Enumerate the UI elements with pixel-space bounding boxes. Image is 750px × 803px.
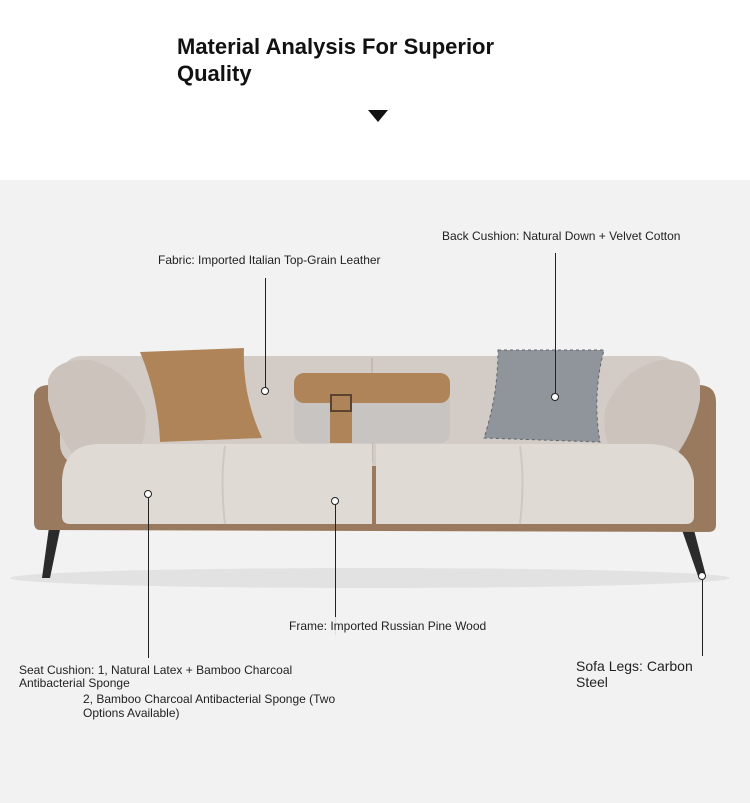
seat-cushion-option2-line1: 2, Bamboo Charcoal Antibacterial Sponge (Two (83, 692, 336, 706)
legs-leader-line (702, 580, 703, 656)
frame-marker-dot (331, 497, 339, 505)
sofa-legs-label-line2: Steel (576, 674, 608, 690)
header-section (0, 0, 750, 180)
seat-cushion-label-line2: Antibacterial Sponge (19, 676, 130, 690)
sofa-leg-right (682, 530, 706, 576)
sofa-legs-label-line1: Sofa Legs: Carbon (576, 658, 693, 674)
page-title: Material Analysis For Superior Quality (177, 34, 495, 86)
fabric-leader-line (265, 278, 266, 388)
seat-cushion-right (376, 444, 694, 524)
back-cushion-marker-dot (551, 393, 559, 401)
fabric-marker-dot (261, 387, 269, 395)
seat-cushion-option2-line2: Options Available) (83, 706, 180, 720)
seat-cushion-label-line1: Seat Cushion: 1, Natural Latex + Bamboo Charcoal (19, 663, 293, 677)
back-cushion-leader-line (555, 253, 556, 393)
floor-shadow (10, 568, 730, 588)
down-arrow-icon (368, 110, 388, 122)
seat-cushion-left (62, 444, 372, 524)
back-cushion-label: Back Cushion: Natural Down + Velvet Cotton (442, 229, 681, 243)
seat-cushion-leader-line (148, 498, 149, 658)
fabric-label: Fabric: Imported Italian Top-Grain Leather (158, 253, 381, 267)
pillow-houndstooth (484, 350, 604, 442)
seat-cushion-marker-dot (144, 490, 152, 498)
frame-leader-line (335, 505, 336, 635)
legs-marker-dot (698, 572, 706, 580)
frame-label: Frame: Imported Russian Pine Wood (289, 619, 487, 633)
